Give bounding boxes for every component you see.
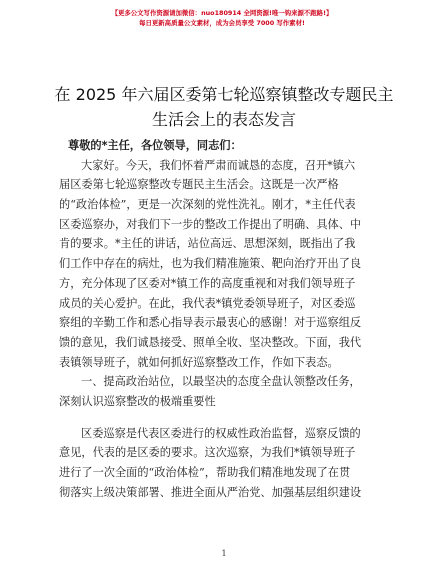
salutation: 尊敬的*主任，各位领导，同志们：	[68, 139, 242, 152]
paragraph-line: 区委巡察办，对我们下一步的整改工作提出了明确、具体、中	[59, 217, 362, 231]
paragraph-line: 意见，代表的是区委的要求。这次巡察，为我们*镇领导班子	[59, 446, 356, 460]
title-line: 生活会上的表态发言	[151, 110, 296, 129]
section-heading: 一、提高政治站位，以最坚决的态度全盘认领整改任务，	[81, 375, 361, 389]
paragraph-line: 成员的关心爱护。在此，我代表*镇党委领导班子，对区委巡	[59, 296, 356, 310]
paragraph-line: 大家好。今天，我们怀着严肃而诚恳的态度，召开*镇六	[81, 158, 356, 172]
paragraph-line: 区委巡察是代表区委进行的权威性政治监督，巡察反馈的	[81, 426, 361, 440]
paragraph-spacer	[59, 412, 391, 424]
paragraph-line: 进行了一次全面的“政治体检”，帮助我们精准地发现了在贯	[59, 466, 351, 479]
paragraph-line: 方，充分体现了区委对*镇工作的高度重视和对我们领导班子	[59, 276, 356, 290]
promo-banner-line: 每日更新高质量公文素材，成为会员享受 7000 写作素材!	[139, 19, 305, 27]
paragraph-line: 肯的要求。*主任的讲话，站位高远、思想深刻，既指出了我	[59, 237, 356, 251]
paragraph-line: 的“政治体检”，更是一次深刻的党性洗礼。刚才，*主任代表	[59, 198, 356, 212]
paragraph-line: 彻落实上级决策部署、推进全面从严治党、加强基层组织建设	[59, 485, 362, 499]
section-heading: 深刻认识巡察整改的极端重要性	[59, 394, 216, 408]
paragraph-line: 馈的意见，我们诚恳接受、照单全收、坚决整改。下面，我代	[59, 335, 362, 349]
title-line: 在 2025 年六届区委第七轮巡察镇整改专题民主	[54, 85, 394, 104]
page-number: 1	[221, 549, 227, 558]
paragraph-line: 察组的辛勤工作和悉心指导表示最衷心的感谢！对于巡察组反	[59, 316, 362, 330]
document-body	[59, 136, 391, 502]
paragraph-line: 表镇领导班子，就如何抓好巡察整改工作，作如下表态。	[59, 355, 339, 369]
promo-banner-line: 【更多公文写作资源请加微信：nuo180914 全网资源!唯一钩来源不跑路!】	[111, 9, 333, 17]
promo-banner	[88, 8, 356, 28]
paragraph-line: 届区委第七轮巡察整改专题民主生活会。这既是一次严格	[59, 178, 339, 192]
paragraph-line: 们工作中存在的病灶，也为我们精准施策、靶向治疗开出了良	[59, 257, 362, 271]
document-title	[40, 82, 408, 132]
